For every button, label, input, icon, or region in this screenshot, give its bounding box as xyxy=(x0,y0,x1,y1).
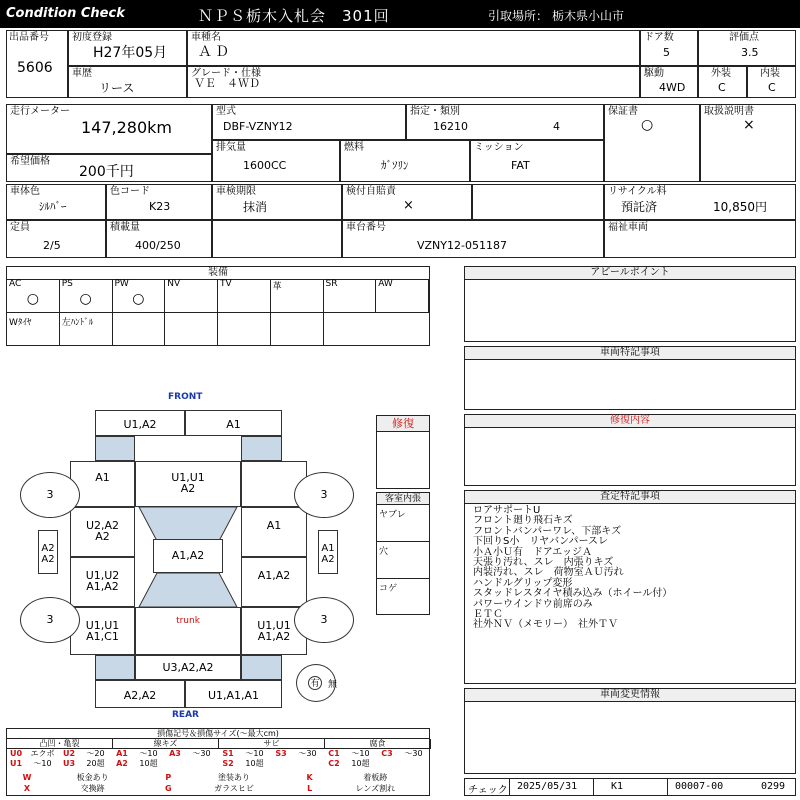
model-label: 型式 xyxy=(216,106,236,117)
equipment-label: NV xyxy=(167,279,181,289)
glass-strip-right xyxy=(241,436,282,461)
repair-content-title: 修復内容 xyxy=(465,415,795,428)
manual-value: × xyxy=(743,117,755,133)
mission-box xyxy=(470,140,604,182)
drive-box xyxy=(640,66,698,98)
repair-content-section xyxy=(464,414,796,486)
appeal-section xyxy=(464,266,796,342)
legend-value: 〜20 xyxy=(86,749,105,758)
exterior-box xyxy=(698,66,747,98)
changes-section xyxy=(464,688,796,774)
legend-code: A1 xyxy=(116,749,128,758)
legend-code: C1 xyxy=(328,749,340,758)
changes-title: 車両変更情報 xyxy=(465,689,795,702)
rear-panel: U3,A2,A2 xyxy=(135,655,241,680)
spec-label: 指定・類別 xyxy=(410,106,460,117)
equipment-label: 革 xyxy=(272,282,282,292)
inspection-note: 内装汚れ、スレ 荷物室ＡＵ汚れ xyxy=(473,567,624,579)
manual-box xyxy=(700,104,796,182)
legend-value xyxy=(184,759,219,769)
model-value: DBF-VZNY12 xyxy=(223,120,293,133)
exterior-label: 外装 xyxy=(711,68,731,79)
legend-other-value: 塗装あり xyxy=(217,773,250,782)
color-value: ｼﾙﾊﾞｰ xyxy=(39,200,67,213)
repair-box-title: 修復 xyxy=(377,416,429,432)
fuel-value: ｶﾞｿﾘﾝ xyxy=(381,159,409,172)
history-value: リース xyxy=(99,81,135,95)
inspection-note: フロントバンパーワレ、下部キズ xyxy=(473,525,622,537)
legend-value: 20超 xyxy=(86,759,105,768)
warranty-box xyxy=(604,104,700,182)
interior-box-title: 客室内張 xyxy=(377,493,429,505)
warranty-label: 保証書 xyxy=(608,106,638,117)
doors-value: 5 xyxy=(663,46,670,59)
glass-strip-left xyxy=(95,436,135,461)
equipment-label: TV xyxy=(220,279,232,289)
disp-value: 1600CC xyxy=(243,159,287,172)
rear-glass-right xyxy=(241,655,282,680)
equipment-label: AW xyxy=(378,279,393,289)
spare-yes-mark: 有 xyxy=(308,676,322,690)
front-label: FRONT xyxy=(168,392,203,402)
legend-other-code: G xyxy=(165,784,172,793)
legend-code: C3 xyxy=(381,749,393,758)
interior-grade-box xyxy=(747,66,796,98)
score-label: 評価点 xyxy=(729,32,759,43)
warranty-value: ○ xyxy=(641,117,654,133)
quarter-left: U1,U1 A1,C1 xyxy=(70,607,135,655)
legend-code: U1 xyxy=(9,759,23,768)
legend-code: A3 xyxy=(169,749,181,758)
tire-rear-right: 3 xyxy=(294,597,354,643)
rear-label: REAR xyxy=(172,710,199,720)
welfare-label: 福祉車両 xyxy=(608,222,648,233)
legend-value: エクボ xyxy=(30,749,55,758)
blank-box-1 xyxy=(472,184,604,220)
inspection-note: スタッドレスタイヤ積み込み（ホイール付） xyxy=(473,588,673,600)
inspection-note: ハンドルグリップ変形 xyxy=(473,577,573,589)
recycle-status: 預託済 xyxy=(621,200,658,214)
front-bumper-left: U1,A2 xyxy=(95,410,185,436)
inspection-note: パワーウインドウ前席のみ xyxy=(473,598,593,610)
appeal-title: アピールポイント xyxy=(465,267,795,280)
doc-code: 00007-00 xyxy=(675,781,724,792)
inspection-label: 車検期限 xyxy=(216,186,256,197)
location-label: 引取場所： xyxy=(488,9,549,23)
legend-other-code: L xyxy=(307,784,313,793)
inspector-code: K1 xyxy=(611,781,624,792)
auction-title: ＮＰＳ栃木入札会 301回 xyxy=(198,7,390,25)
legend-code: A2 xyxy=(116,759,128,768)
legend-value: 10超 xyxy=(351,759,370,768)
load-label: 積載量 xyxy=(110,222,140,233)
lot-number: 5606 xyxy=(17,60,53,76)
side-left: A2 A2 xyxy=(38,530,58,574)
drive-value: 4WD xyxy=(659,81,686,94)
equipment-label: PW xyxy=(114,279,129,289)
legend-rows xyxy=(7,749,429,769)
legend-other-code: P xyxy=(165,773,172,782)
legend-value xyxy=(396,759,431,769)
legend-code: S3 xyxy=(275,749,287,758)
recycle-box xyxy=(604,184,796,220)
inspection-note: ＥＴＣ xyxy=(473,609,503,621)
equipment-extra-cell: Wﾀｲﾔ xyxy=(7,313,60,345)
front-bumper-right: A1 xyxy=(185,410,282,436)
legend-code: C2 xyxy=(328,759,340,768)
inspection-note: 小Ａ小Ｕ有 ドアエッジＡ xyxy=(473,546,592,558)
rear-bumper-right: U1,A1,A1 xyxy=(185,680,282,708)
side-right: A1 A2 xyxy=(318,530,338,574)
interior-item: ヤブレ xyxy=(377,505,429,542)
equipment-extra-cell: 左ﾊﾝﾄﾞﾙ xyxy=(60,313,113,345)
legend-value: 10超 xyxy=(139,759,158,768)
color-label: 車体色 xyxy=(10,186,40,197)
car-name-label: 車種名 xyxy=(191,32,221,43)
tire-front-right: 3 xyxy=(294,472,354,518)
equipment-title: 装備 xyxy=(7,267,429,280)
colorcode-value: K23 xyxy=(149,200,171,213)
legend-code: U2 xyxy=(62,749,76,758)
legend-value: 〜10 xyxy=(139,749,158,758)
score-value: 3.5 xyxy=(741,46,759,59)
price-value: 200千円 xyxy=(79,164,134,180)
inspection-notes-title: 査定特記事項 xyxy=(465,491,795,504)
grade-label: グレード・仕様 xyxy=(191,68,261,79)
legend-other-value: レンズ割れ xyxy=(355,784,396,793)
legend-other-value: ガラスヒビ xyxy=(214,784,254,793)
interior-value: C xyxy=(768,81,776,94)
legend-value: 〜30 xyxy=(404,749,423,758)
legend-others xyxy=(7,773,429,795)
legend-value: 〜10 xyxy=(351,749,370,758)
insurance-label: 検付自賠責 xyxy=(346,186,396,197)
chassis-label: 車台番号 xyxy=(346,222,386,233)
lot-label: 出品番号 xyxy=(9,32,49,43)
inspection-value: 抹消 xyxy=(243,200,268,214)
chassis-value: VZNY12-051187 xyxy=(417,239,507,252)
doors-label: ドア数 xyxy=(644,32,674,43)
mileage-value: 147,280km xyxy=(81,118,173,137)
fuel-label: 燃料 xyxy=(344,142,364,153)
special-notes-section xyxy=(464,346,796,410)
colorcode-label: 色コード xyxy=(110,186,150,197)
interior-item: コゲ xyxy=(379,584,398,594)
legend-code: U0 xyxy=(9,749,23,758)
hood: U1,U1 A2 xyxy=(135,461,241,507)
legend-value: 〜10 xyxy=(33,759,52,768)
inspection-note: 下回りS小 リヤバンパースレ xyxy=(473,536,608,548)
mileage-label: 走行メーター xyxy=(10,106,70,117)
door-rear-right: A1,A2 xyxy=(241,557,307,607)
equipment-label: SR xyxy=(325,279,338,289)
legend-title: 損傷記号＆損傷サイズ(〜最大cm) xyxy=(7,729,429,739)
repair-box xyxy=(376,415,430,489)
legend-other-code: K xyxy=(306,773,313,782)
mission-label: ミッション xyxy=(474,142,524,153)
legend-value: 10超 xyxy=(245,759,264,768)
check-date: 2025/05/31 xyxy=(517,781,578,792)
rear-glass-left xyxy=(95,655,135,680)
legend-code xyxy=(378,759,396,769)
car-name-value: ＡＤ xyxy=(198,44,232,60)
door-rear-left: U1,U2 A1,A2 xyxy=(70,557,135,607)
capacity-label: 定員 xyxy=(10,222,30,233)
quarter-right: U1,U1 A1,A2 xyxy=(241,607,307,655)
door-front-right: A1 xyxy=(241,507,307,557)
legend-other-code: W xyxy=(22,773,32,782)
door-front-left: U2,A2 A2 xyxy=(70,507,135,557)
legend-code: S1 xyxy=(222,749,234,758)
sheet-title: Condition Check xyxy=(6,6,125,21)
grade-value: ＶＥ ４ＷＤ xyxy=(194,77,260,90)
legend-box xyxy=(6,728,430,796)
legend-value: 〜30 xyxy=(298,749,317,758)
mission-value: FAT xyxy=(511,159,530,172)
equipment-value: ○ xyxy=(79,291,92,307)
load-value: 400/250 xyxy=(135,239,181,252)
welfare-box xyxy=(604,220,796,258)
legend-value: 〜30 xyxy=(192,749,211,758)
legend-code xyxy=(166,759,184,769)
inspection-note: ロアサポートU xyxy=(473,505,541,516)
score-box xyxy=(698,30,796,66)
doors-box xyxy=(640,30,698,66)
rear-bumper-left: A2,A2 xyxy=(95,680,185,708)
interior-item: 穴 xyxy=(377,542,429,579)
roof: A1,A2 xyxy=(153,539,223,573)
tire-front-left: 3 xyxy=(20,472,80,518)
registration-label: 初度登録 xyxy=(72,32,112,43)
inspection-notes-section xyxy=(464,490,796,684)
spec-value-2: 4 xyxy=(553,120,560,133)
equipment-label: PS xyxy=(61,279,73,289)
registration-value: H27年05月 xyxy=(93,45,168,61)
legend-code xyxy=(272,759,290,769)
recycle-label: リサイクル料 xyxy=(608,186,667,197)
location-value: 栃木県小山市 xyxy=(552,9,625,23)
tire-rear-left: 3 xyxy=(20,597,80,643)
legend-other-value: 着板跡 xyxy=(363,773,388,782)
history-label: 車歴 xyxy=(72,68,92,79)
inspection-notes-list xyxy=(473,506,791,631)
interior-label: 内装 xyxy=(760,68,780,79)
inspection-note: フロント廻り飛石キズ xyxy=(473,515,573,527)
legend-value xyxy=(290,759,325,769)
legend-header: 凸凹・亀裂 xyxy=(7,739,113,749)
disp-label: 排気量 xyxy=(216,142,246,153)
legend-header: 腐食 xyxy=(325,739,431,749)
exterior-value: C xyxy=(718,81,726,94)
recycle-fee: 10,850円 xyxy=(713,200,767,214)
capacity-value: 2/5 xyxy=(43,239,61,252)
inspection-note: 社外ＮＶ（メモリー） 社外ＴＶ xyxy=(473,619,618,631)
legend-header: 線キズ xyxy=(113,739,219,749)
legend-header: サビ xyxy=(219,739,325,749)
legend-code: U3 xyxy=(62,759,76,768)
legend-other-code: X xyxy=(23,784,31,793)
legend-other-value: 交換跡 xyxy=(80,784,105,793)
special-notes-title: 車両特記事項 xyxy=(465,347,795,360)
manual-label: 取扱説明書 xyxy=(704,106,754,117)
spec-value-1: 16210 xyxy=(433,120,468,133)
footer-check xyxy=(464,778,796,796)
legend-value: 〜10 xyxy=(245,749,264,758)
equipment-value: ○ xyxy=(132,291,145,307)
equipment-value: ○ xyxy=(26,291,39,307)
legend-headers xyxy=(7,739,429,749)
trunk-lid: trunk xyxy=(135,607,241,655)
check-label: チェック xyxy=(468,785,508,796)
doc-number: 0299 xyxy=(761,781,786,792)
equipment-label: AC xyxy=(9,279,22,289)
price-label: 希望価格 xyxy=(10,156,50,167)
drive-label: 駆動 xyxy=(644,68,664,79)
interior-box xyxy=(376,492,430,615)
legend-other-value: 板金あり xyxy=(76,773,109,782)
inspection-note: 天張り汚れ、スレ 内張りキズ xyxy=(473,557,614,569)
insurance-value: × xyxy=(403,198,414,213)
fender-left: A1 xyxy=(70,461,135,507)
legend-code: S2 xyxy=(222,759,234,768)
spare-none-label: 無 xyxy=(328,680,338,690)
